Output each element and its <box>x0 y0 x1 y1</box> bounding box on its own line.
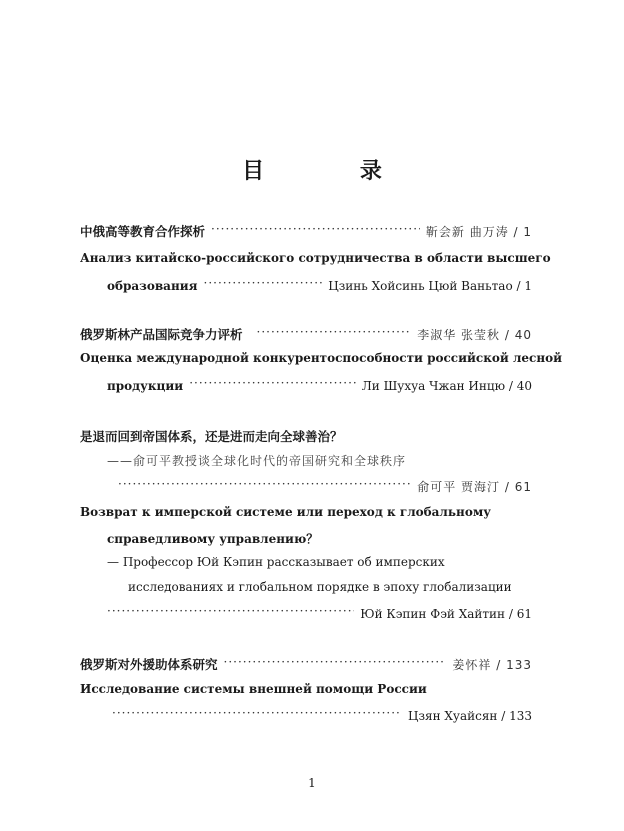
entry-author: 李淑华 张莹秋 / 40 <box>417 328 532 342</box>
entry-author: 靳会新 曲万涛 / 1 <box>425 225 532 239</box>
entry-title-cont: образования <box>107 279 198 293</box>
page-number: 1 <box>308 776 316 790</box>
toc-entry-3-zh-title[interactable]: 是退而回到帝国体系，还是进而走向全球善治？ <box>80 429 343 444</box>
entry-author: Ли Шухуа Чжан Инцю / 40 <box>361 379 532 393</box>
entry-title: 中俄高等教育合作探析 <box>80 224 206 239</box>
entry-title-cont: продукции <box>107 379 184 393</box>
toc-entry-2-zh[interactable] <box>80 325 532 343</box>
toc-entry-1-ru-title: Анализ китайско-российского сотрудничества в области высшего <box>80 251 551 265</box>
leader-dots <box>257 325 412 339</box>
entry-title: 俄罗斯林产品国际竞争力评析 <box>80 327 243 342</box>
toc-entry-4-ru[interactable] <box>112 706 532 724</box>
entry-author: 俞可平 贾海汀 / 61 <box>417 480 532 494</box>
toc-entry-3-ru-title: Возврат к имперской системе или переход к глобальному <box>80 505 491 519</box>
toc-entry-1-zh[interactable] <box>80 222 532 240</box>
toc-entry-2-ru-title: Оценка международной конкурентоспособности российской лесной <box>80 351 563 365</box>
leader-dots <box>211 222 420 236</box>
toc-title: 目 录 <box>242 159 426 184</box>
leader-dots <box>204 276 323 290</box>
toc-entry-4-ru-title: Исследование системы внешней помощи России <box>80 682 427 696</box>
entry-author: 姜怀祥 / 133 <box>452 658 532 672</box>
entry-title: 俄罗斯对外援助体系研究 <box>80 657 218 672</box>
leader-dots <box>189 376 356 390</box>
leader-dots <box>224 655 447 669</box>
leader-dots <box>107 604 354 618</box>
entry-author: Юй Кэпин Фэй Хайтин / 61 <box>360 607 532 621</box>
toc-entry-3-ru-subtitle-2: исследованиях и глобальном порядке в эпоху глобализации <box>128 580 512 594</box>
toc-entry-3-zh-subtitle: ——俞可平教授谈全球化时代的帝国研究和全球秩序 <box>107 454 407 468</box>
toc-entry-1-ru[interactable] <box>107 276 532 294</box>
toc-entry-3-ru-subtitle-1: — Профессор Юй Кэпин рассказывает об имперских <box>107 555 445 569</box>
entry-author: Цзян Хуайсян / 133 <box>407 709 532 723</box>
leader-dots <box>118 477 411 491</box>
toc-entry-3-zh[interactable] <box>118 477 532 495</box>
leader-dots <box>112 706 402 720</box>
toc-entry-3-ru-title-cont: справедливому управлению？ <box>107 532 319 546</box>
toc-entry-4-zh[interactable] <box>80 655 532 673</box>
toc-entry-2-ru[interactable] <box>107 376 532 394</box>
toc-entry-3-ru[interactable] <box>107 604 532 622</box>
entry-author: Цзинь Хойсинь Цюй Ваньтао / 1 <box>328 279 532 293</box>
